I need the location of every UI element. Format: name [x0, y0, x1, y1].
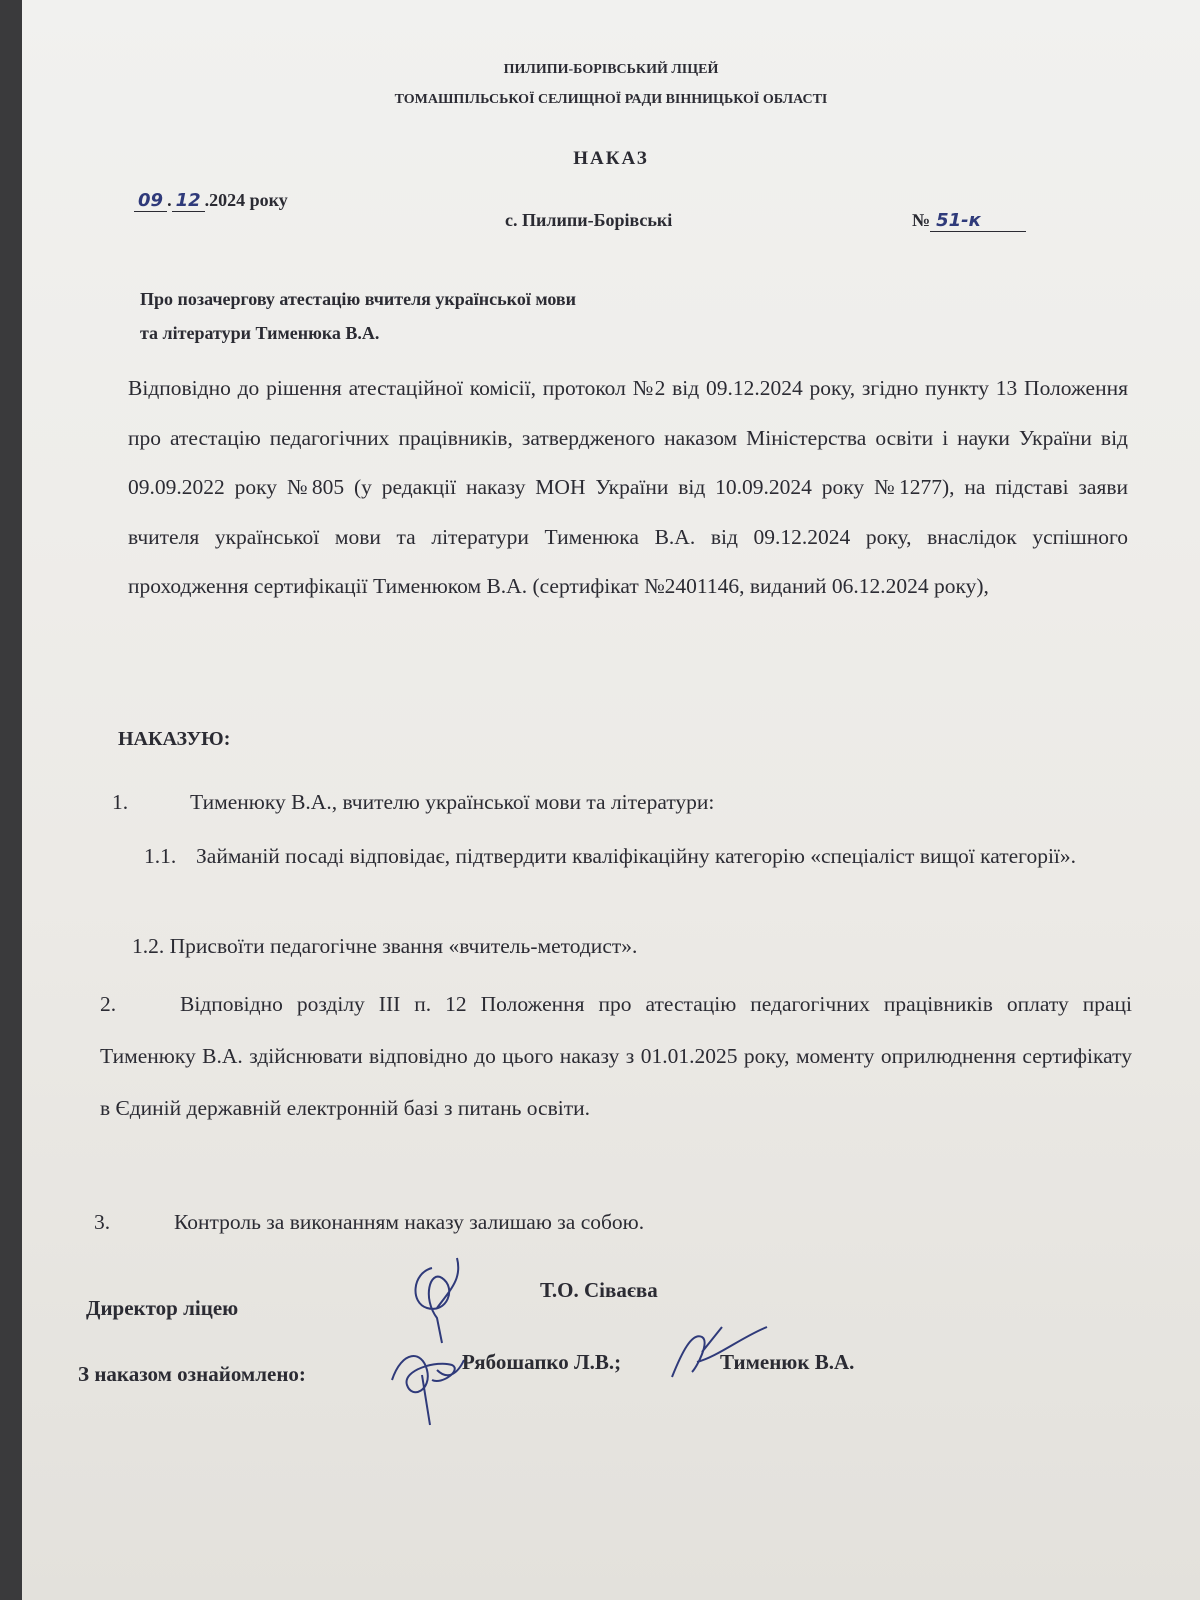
director-name: Т.О. Сіваєва	[540, 1278, 658, 1302]
item-1-1-text: Займаній посаді відповідає, підтвердити кваліфікаційну категорію «спеціаліст вищої категорії».	[196, 844, 1077, 868]
acknowledged-name-1: Рябошапко Л.В.;	[462, 1350, 622, 1374]
acknowledged-label: З наказом ознайомлено:	[78, 1362, 306, 1386]
item-1	[112, 776, 714, 828]
item-1-2	[132, 920, 637, 972]
item-2-text: Відповідно розділу ІІІ п. 12 Положення про атестацію педагогічних працівників оплату праці Тименюку В.А. здійснювати відповідно до цього наказу з 01.01.2025 року, моменту оприлюднення сертифікату в Єдиній державній електронній базі з питань освіти.	[100, 992, 1132, 1120]
org-name-line2: ТОМАШПІЛЬСЬКОЇ СЕЛИЩНОЇ РАДИ ВІННИЦЬКОЇ ОБЛАСТІ	[394, 92, 828, 107]
item-1-2-text: Присвоїти педагогічне звання «вчитель-методист».	[169, 934, 638, 958]
item-3-number: 3.	[94, 1210, 111, 1234]
document-page	[22, 0, 1200, 1600]
acknowledged-name-2: Тименюк В.А.	[720, 1350, 855, 1374]
item-1-1-number: 1.1.	[144, 844, 177, 868]
item-3	[94, 1196, 644, 1248]
preamble-paragraph	[128, 364, 1128, 612]
item-1-number: 1.	[112, 790, 129, 814]
date-day-handwritten: 09	[134, 190, 167, 212]
number-handwritten: 51-к	[930, 210, 1026, 232]
item-2	[100, 978, 1132, 1134]
ryaboshapko-signature	[382, 1330, 472, 1430]
preamble-text: Відповідно до рішення атестаційної комісії, протокол №2 від 09.12.2024 року, згідно пункту 13 Положення про атестацію педагогічних працівників, затвердженого наказом Міністерства освіти і науки України від 09.09.2022 року №805 (у редакції наказу МОН України від 10.09.2024 року №1277), на підставі заяви вчителя української мови та літератури Тименюка В.А. від 09.12.2024 року, внаслідок успішного проходження сертифікації Тименюком В.А. (сертифікат №2401146, виданий 06.12.2024 року),	[128, 376, 1128, 598]
order-subject	[140, 282, 840, 350]
order-keyword: НАКАЗУЮ:	[118, 728, 231, 750]
item-3-text: Контроль за виконанням наказу залишаю за собою.	[174, 1210, 645, 1234]
director-title: Директор ліцею	[86, 1296, 239, 1320]
date-year: .2024 року	[204, 190, 288, 210]
order-place: с. Пилипи-Борівські	[505, 210, 673, 230]
number-sign: №	[912, 210, 931, 230]
document-title: НАКАЗ	[573, 148, 649, 169]
subject-line1: Про позачергову атестацію вчителя української мови	[140, 289, 576, 309]
date-month-handwritten: 12	[172, 190, 205, 212]
item-1-1	[144, 830, 1129, 882]
item-1-2-number: 1.2.	[132, 934, 165, 958]
order-number	[912, 210, 1026, 232]
org-name-line1: ПИЛИПИ-БОРІВСЬКИЙ ЛІЦЕЙ	[503, 62, 719, 77]
order-date: 09 . 12 .2024 року	[134, 190, 288, 211]
subject-line2: та літератури Тименюка В.А.	[140, 323, 380, 343]
item-1-text: Тименюку В.А., вчителю української мови та літератури:	[190, 790, 715, 814]
item-2-number: 2.	[100, 992, 117, 1016]
